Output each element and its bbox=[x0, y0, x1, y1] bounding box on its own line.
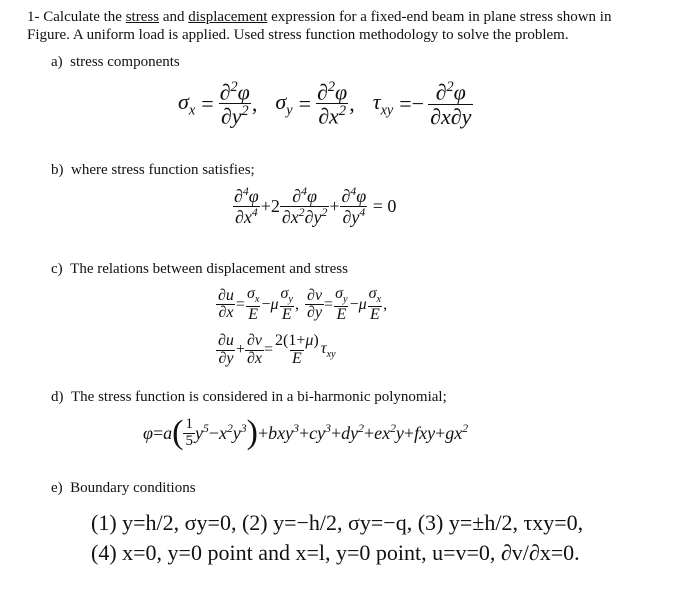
part-b-text: where stress function satisfies; bbox=[71, 162, 255, 178]
part-d-label bbox=[51, 389, 447, 406]
part-a-label bbox=[51, 54, 180, 71]
part-e-text: Boundary conditions bbox=[70, 480, 196, 496]
part-a-text: stress components bbox=[70, 54, 180, 70]
stress-function-polynomial: φ = a ( $\frac{1}{5}$ $y^5$ − $x^2y^3$ ) + bxy$^3$ + $cy^3$ + $dy^2$ + $ex^2y$ + fxy + $gx^2$ bbox=[143, 414, 469, 451]
part-d-text: The stress function is considered in a bi-harmonic polynomial; bbox=[71, 389, 447, 405]
part-b-label bbox=[51, 162, 255, 179]
boundary-condition-line-2: (4) x=0, y=0 point and x=l, y=0 point, u=v=0, ∂v/∂x=0. bbox=[91, 540, 580, 565]
biharmonic-equation: $\frac{\partial^4\varphi}{\partial x^4}$ +2 $\frac{\partial^4\varphi}{\partial x^2\partial y^2}$ + $\frac{\partial^4\varphi}{\partial y^4}$ = 0 bbox=[234, 185, 397, 227]
part-c-marker: c) bbox=[51, 261, 63, 277]
title-stress: stress bbox=[125, 9, 160, 25]
title-rest: expression for a fixed-end beam in plane stress shown in bbox=[267, 9, 612, 25]
title-displacement: displacement bbox=[188, 9, 268, 25]
strain-displacement-equation-1: $\frac{\partial u}{\partial x}$ = $\frac{\sigma_x}{E}$ − μ $\frac{\sigma_y}{E}$ , $\frac{\partial v}{\partial y}$ = $\frac{\sigma_y}{E}$ − μ $\frac{\sigma_x}{E}$ , bbox=[218, 285, 388, 324]
strain-displacement-equation-2: $\frac{\partial u}{\partial y}$ + $\frac{\partial v}{\partial x}$ = $\frac{2(1+\mu)}{E}$ $\tau_{xy}$ bbox=[218, 332, 336, 367]
stress-components-equation: $\sigma_x$ = $\frac{\partial^2\varphi}{\partial y^2}$ , $\sigma_y$ = $\frac{\partial^2\varphi}{\partial x^2}$ , $\tau_{xy}$ =− $\frac{\partial^2\varphi}{\partial x\partial y}$ bbox=[178, 79, 472, 129]
title-prefix: 1- Calculate the bbox=[27, 9, 126, 25]
part-c-text: The relations between displacement and stress bbox=[70, 261, 348, 277]
problem-statement bbox=[27, 9, 611, 26]
problem-statement-line2: Figure. A uniform load is applied. Used stress function methodology to solve the problem. bbox=[27, 27, 569, 43]
part-a-marker: a) bbox=[51, 54, 63, 70]
boundary-condition-line-1: (1) y=h/2, σy=0, (2) y=−h/2, σy=−q, (3) y=±h/2, τxy=0, bbox=[91, 510, 584, 535]
part-e-label bbox=[51, 480, 196, 497]
part-c-label bbox=[51, 261, 348, 278]
part-b-marker: b) bbox=[51, 162, 64, 178]
title-and: and bbox=[159, 9, 189, 25]
part-e-marker: e) bbox=[51, 480, 63, 496]
part-d-marker: d) bbox=[51, 389, 64, 405]
